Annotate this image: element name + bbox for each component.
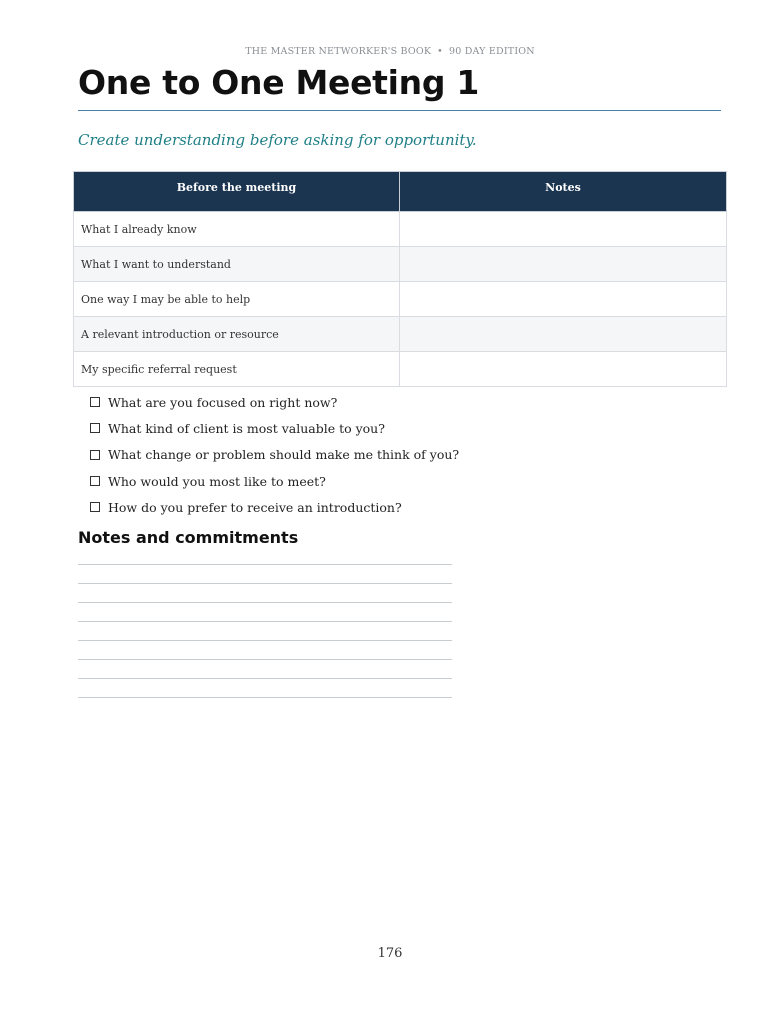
table-row [74, 317, 727, 352]
notes-heading: Notes and commitments [78, 528, 299, 547]
writing-line[interactable] [78, 697, 452, 698]
checkbox[interactable] [90, 423, 100, 433]
row-label: What I want to understand [74, 247, 400, 282]
question-text: How do you prefer to receive an introduction? [108, 499, 402, 515]
checklist-item [90, 415, 459, 441]
column-header-notes: Notes [400, 172, 727, 212]
question-text: What change or problem should make me think of you? [108, 447, 460, 463]
edition-label: 90 DAY EDITION [448, 46, 535, 57]
writing-line[interactable] [78, 621, 452, 622]
table-row [74, 282, 727, 317]
checklist-item [90, 389, 459, 415]
writing-line[interactable] [78, 583, 452, 584]
checkbox[interactable] [90, 502, 100, 512]
column-header-before-meeting: Before the meeting [74, 172, 400, 212]
row-label: What I already know [74, 212, 400, 247]
header-separator: • [437, 46, 443, 57]
notes-cell[interactable] [400, 212, 727, 247]
notes-cell[interactable] [400, 352, 727, 387]
page-subtitle: Create understanding before asking for opportunity. [78, 131, 477, 149]
notes-cell[interactable] [400, 282, 727, 317]
checklist-item [90, 468, 459, 494]
checklist-item [90, 442, 459, 468]
notes-cell[interactable] [400, 247, 727, 282]
page-number: 176 [377, 946, 403, 961]
writing-line[interactable] [78, 659, 452, 660]
row-label: My specific referral request [74, 352, 400, 387]
meeting-prep-table [73, 171, 727, 387]
question-text: What kind of client is most valuable to you? [108, 420, 385, 436]
table-row [74, 247, 727, 282]
checkbox[interactable] [90, 450, 100, 460]
writing-line[interactable] [78, 678, 452, 679]
book-title: THE MASTER NETWORKER'S BOOK [245, 46, 432, 57]
running-header [0, 46, 780, 57]
row-label: One way I may be able to help [74, 282, 400, 317]
checklist-item [90, 494, 459, 520]
question-checklist [90, 389, 459, 520]
writing-line[interactable] [78, 564, 452, 565]
notes-cell[interactable] [400, 317, 727, 352]
checkbox[interactable] [90, 476, 100, 486]
table-row [74, 212, 727, 247]
question-text: Who would you most like to meet? [108, 473, 326, 489]
writing-line[interactable] [78, 602, 452, 603]
question-text: What are you focused on right now? [108, 394, 338, 410]
title-divider [78, 110, 721, 111]
row-label: A relevant introduction or resource [74, 317, 400, 352]
table-row [74, 352, 727, 387]
writing-line[interactable] [78, 640, 452, 641]
checkbox[interactable] [90, 397, 100, 407]
page-title: One to One Meeting 1 [78, 63, 480, 102]
table-header-row [74, 172, 727, 212]
